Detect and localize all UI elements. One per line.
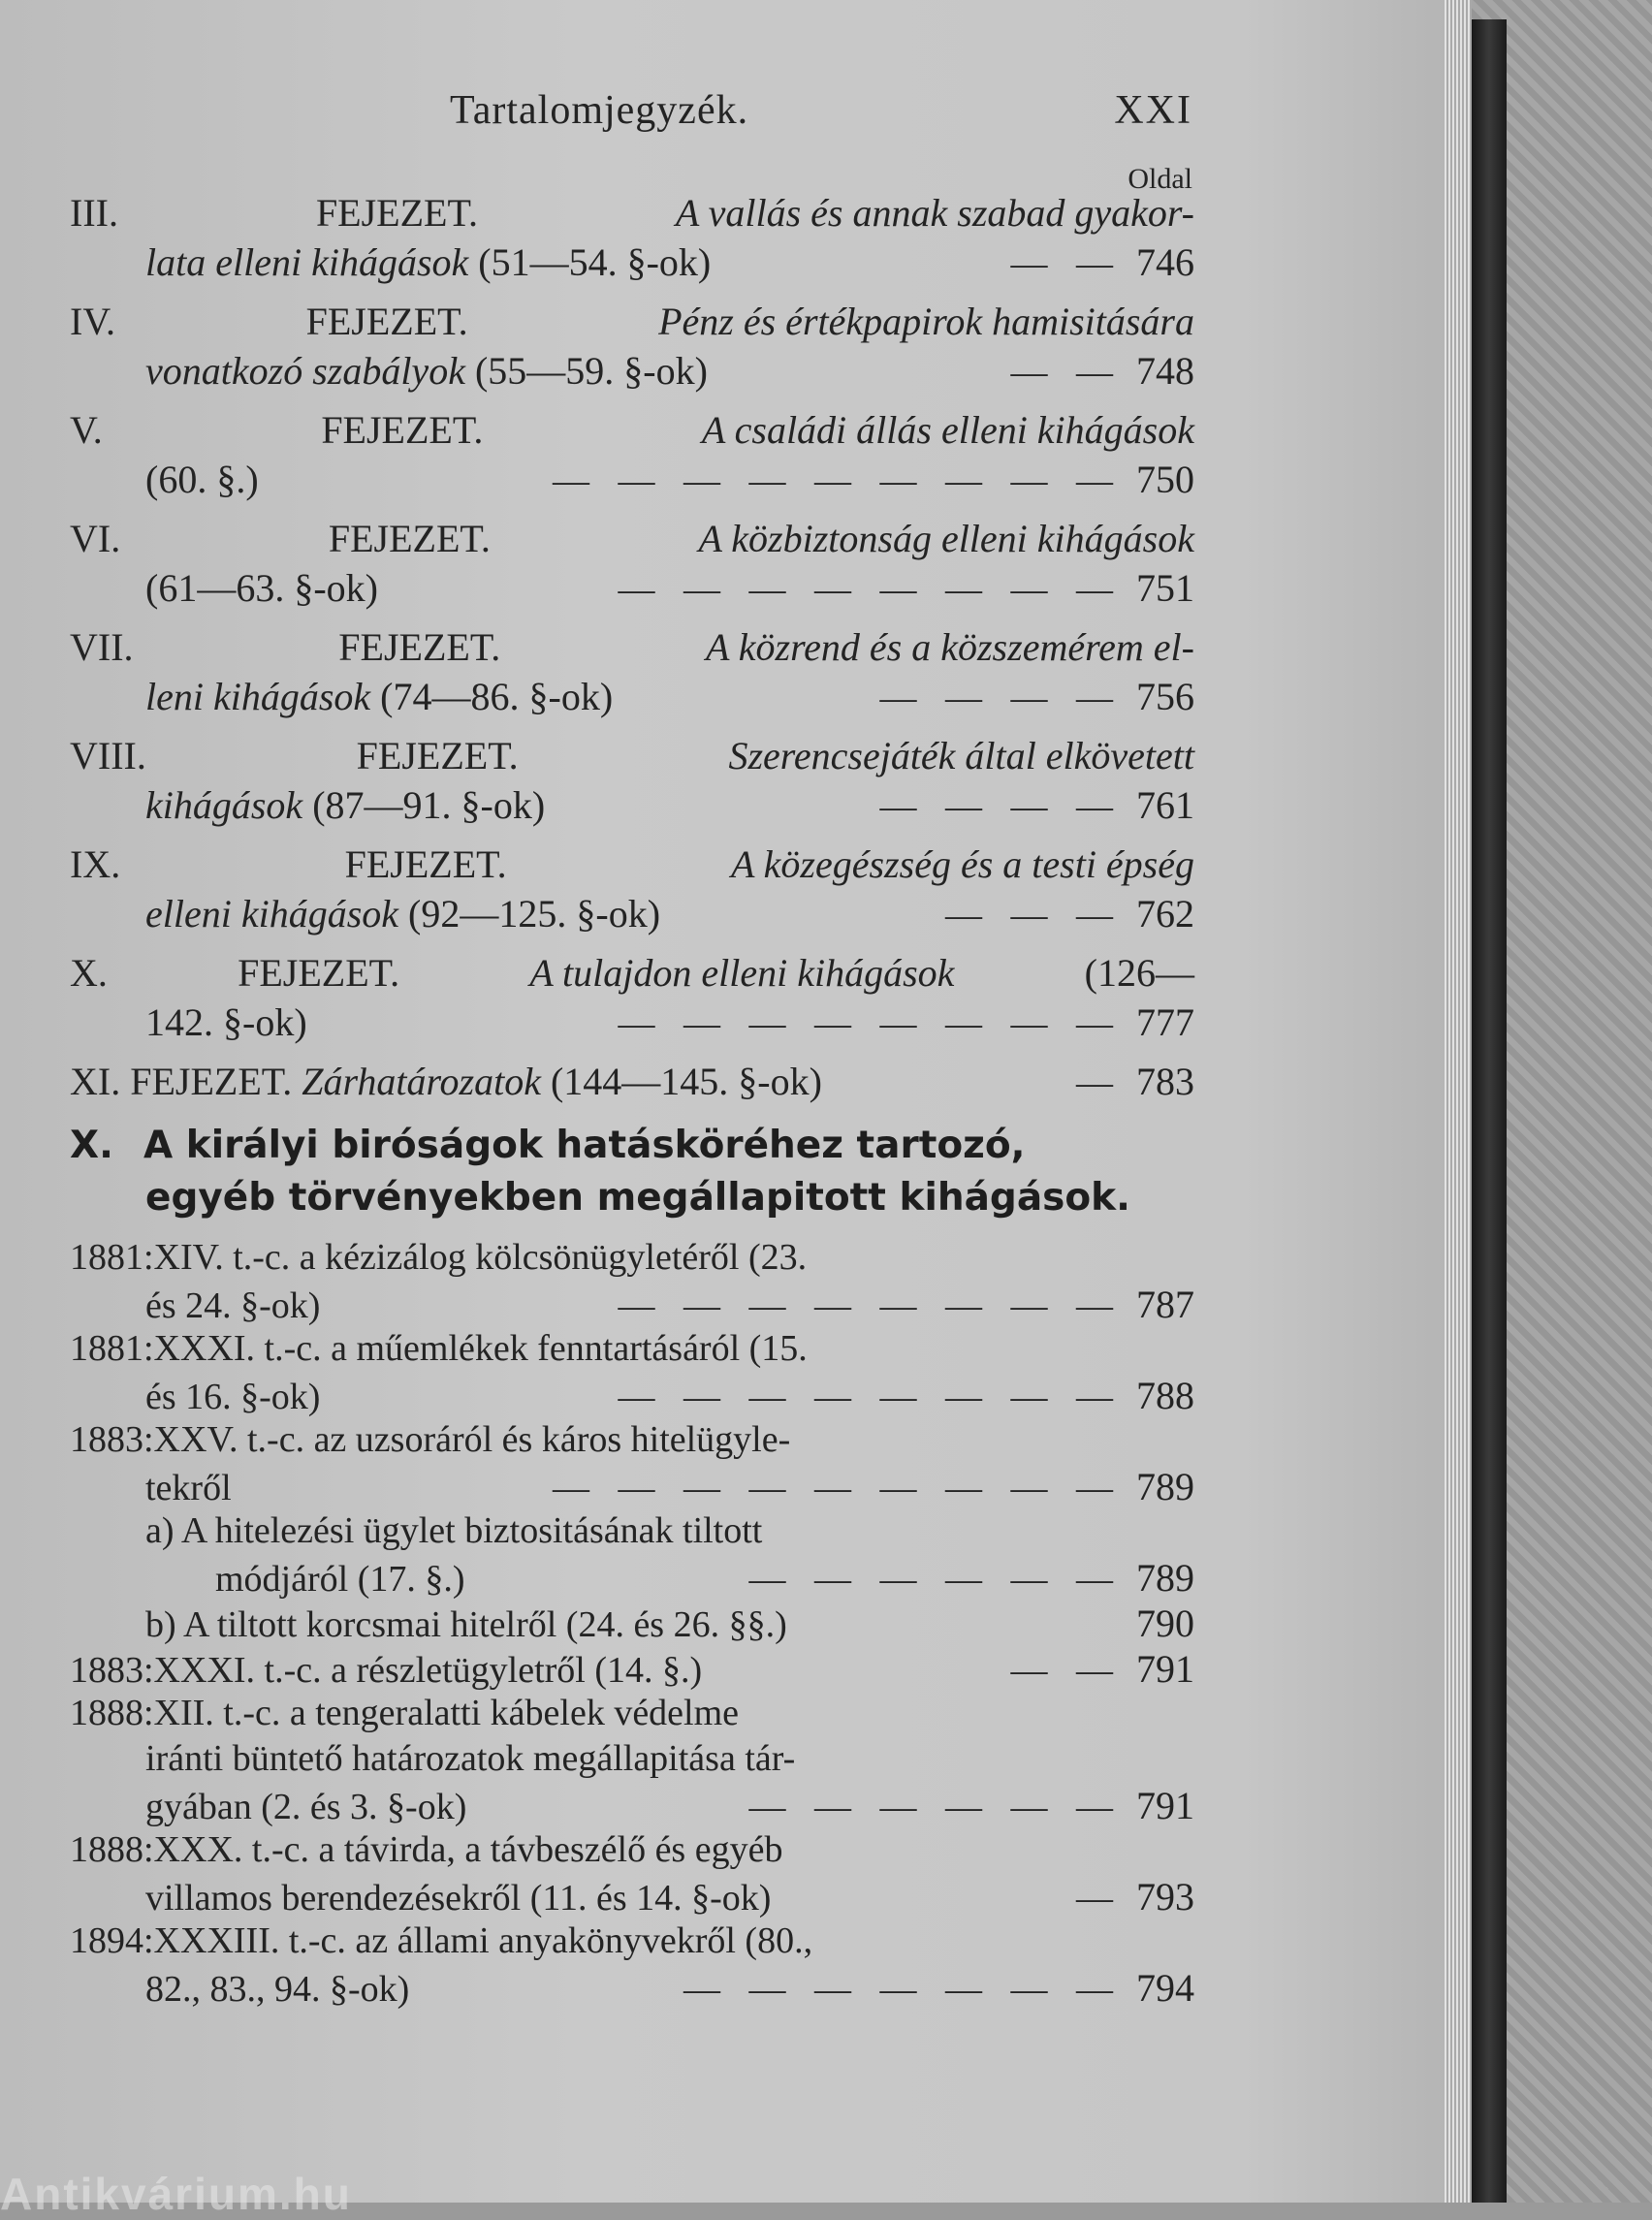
paragraph-range: (87—91. §-ok) [312,783,546,827]
page-number: 794 [1136,1966,1194,2010]
book-spine [1472,19,1507,2203]
leader-dashes: — — — — — — — — — [553,460,1123,501]
page-number: 746 [1136,240,1194,284]
roman-page-number: XXI [1114,88,1192,133]
page-number: 761 [1136,783,1194,827]
page-number: 762 [1136,892,1194,936]
toc-entry [70,733,1194,832]
section-title: A királyi biróságok hatásköréhez tartozó, [143,1124,1026,1167]
toc-entry [70,624,1194,723]
toc-subentry [70,1601,1194,1646]
chapter-number: XI. [70,1060,121,1103]
law-title: 1888:XII. t.-c. a tengeralatti kábelek védelme [70,1693,740,1733]
toc-entry [70,1059,1194,1108]
toc-entry [70,1692,1194,1828]
law-subtitle: a) A hitelezési ügylet biztositásának tiltott [145,1510,763,1551]
toc-entry [70,516,1194,615]
chapter-number: IV. [70,300,116,343]
law-title: 1888:XXX. t.-c. a távirda, a távbeszélő és egyéb [70,1829,783,1870]
paragraph-range-start: (126— [1084,951,1194,995]
chapter-number: IX. [70,842,121,886]
section-heading [70,1124,1194,1228]
chapter-title: Pénz és értékpapirok hamisitására [658,300,1194,343]
chapter-title: A közbiztonság elleni kihágások [698,517,1194,560]
law-title-cont: tekről [145,1468,232,1508]
leader-dashes: — — [1010,352,1123,393]
toc-entry [70,299,1194,397]
table-of-contents [70,190,1194,2011]
page-column-label: Oldal [1128,163,1192,195]
law-title-cont: villamos berendezésekről (11. és 14. §-ok) [145,1878,772,1919]
leader-dashes: — — [1010,243,1123,284]
page-number: 777 [1136,1000,1194,1044]
page-header [72,87,1192,195]
law-title: 1881:XIV. t.-c. a kézizálog kölcsönügyletéről (23. [70,1237,808,1278]
toc-subentry [70,1509,1194,1601]
running-title: Tartalomjegyzék. [450,88,749,133]
law-subtitle-cont: módjáról (17. §.) [215,1559,465,1600]
page-number: 787 [1136,1283,1194,1326]
toc-entry [70,1646,1194,1692]
chapter-title-cont: kihágások [145,783,303,827]
leader-dashes: — — — — — — — — [618,1377,1123,1417]
paragraph-range: (92—125. §-ok) [408,892,661,936]
chapter-title-cont: vonatkozó szabályok [145,349,465,393]
chapter-number: V. [70,408,103,452]
chapter-title: A családi állás elleni kihágások [701,408,1194,452]
chapter-number: VII. [70,625,134,669]
page-number: 789 [1136,1556,1194,1600]
chapter-title: Zárhatározatok [302,1060,541,1103]
watermark: Antikvárium.hu [0,2169,352,2219]
leader-dashes: — — — — — — [748,1787,1123,1827]
leader-dashes: — — — — — — — [683,1969,1123,2010]
law-title: 1881:XXXI. t.-c. a műemlékek fenntartásáról (15. [70,1328,808,1369]
law-title-cont: gyában (2. és 3. §-ok) [145,1787,467,1827]
toc-entry [70,950,1194,1049]
chapter-word: FEJEZET. [338,625,501,669]
chapter-word: FEJEZET. [315,191,478,235]
page-number: 788 [1136,1374,1194,1417]
section-number: X. [70,1124,113,1167]
chapter-word: FEJEZET. [305,300,468,343]
leader-dashes: — — — — [879,678,1123,718]
leader-dashes: — — [1010,1650,1123,1691]
page-number: 783 [1136,1060,1194,1103]
chapter-number: VI. [70,517,121,560]
leader-dashes: — — — — — — — — [618,1003,1123,1044]
chapter-title-cont: elleni kihágások [145,892,399,936]
page-number: 790 [1136,1602,1194,1645]
toc-entry [70,841,1194,940]
law-title-cont: és 16. §-ok) [145,1377,321,1417]
paragraph-range: (60. §.) [145,458,259,501]
toc-entry [70,1828,1194,1919]
page-number: 793 [1136,1875,1194,1919]
leader-dashes: — [1076,1062,1123,1103]
chapter-title: A vallás és annak szabad gyakor- [675,191,1194,235]
chapter-title: A tulajdon elleni kihágások [529,951,955,995]
toc-entry [70,1236,1194,1327]
law-title: 1894:XXXIII. t.-c. az állami anyakönyvekről (80., [70,1920,813,1961]
law-title-cont: és 24. §-ok) [145,1285,321,1326]
chapter-number: VIII. [70,734,146,777]
toc-entry [70,1327,1194,1418]
leader-dashes: — — — — — — — — — [553,1468,1123,1508]
toc-entry [70,190,1194,289]
chapter-title: A közegészség és a testi épség [730,842,1194,886]
chapter-number: X. [70,951,108,995]
chapter-number: III. [70,191,118,235]
page-number: 751 [1136,566,1194,610]
page-number: 750 [1136,458,1194,501]
law-title: 1883:XXXI. t.-c. a részletügyletről (14. §.) [70,1650,703,1691]
page-number: 756 [1136,675,1194,718]
toc-entry [70,1418,1194,1509]
page-number: 748 [1136,349,1194,393]
page-number: 789 [1136,1465,1194,1508]
section-title-cont: egyéb törvényekben megállapitott kihágások. [145,1176,1130,1220]
chapter-word: FEJEZET. [130,1060,293,1103]
paragraph-range: (55—59. §-ok) [474,349,708,393]
toc-entry [70,1919,1194,2011]
chapter-title: Szerencsejáték által elkövetett [728,734,1194,777]
chapter-word: FEJEZET. [238,951,400,995]
chapter-title-cont: leni kihágások [145,675,371,718]
page-number: 791 [1136,1784,1194,1827]
chapter-title-cont: lata elleni kihágások [145,240,469,284]
paragraph-range: 142. §-ok) [145,1000,307,1044]
toc-entry [70,407,1194,506]
leader-dashes: — — — — — — — — [618,569,1123,610]
chapter-title: A közrend és a közszemérem el- [706,625,1194,669]
leader-dashes: — — — [945,895,1123,936]
law-title: 1883:XXV. t.-c. az uzsoráról és káros hitelügyle- [70,1419,791,1460]
leader-dashes: — — — — [879,786,1123,827]
leader-dashes: — — — — — — [748,1559,1123,1600]
leader-dashes: — — — — — — — — [618,1285,1123,1326]
page-number: 791 [1136,1647,1194,1691]
paragraph-range: (51—54. §-ok) [478,240,712,284]
law-title-cont: iránti büntető határozatok megállapitása tár- [145,1738,796,1779]
leader-dashes: — [1076,1878,1123,1919]
paragraph-range: (144—145. §-ok) [550,1060,822,1103]
law-subtitle: b) A tiltott korcsmai hitelről (24. és 26. §§.) [145,1604,787,1645]
page-edge-stack [1445,0,1472,2203]
paragraph-range: (74—86. §-ok) [380,675,614,718]
law-title-cont: 82., 83., 94. §-ok) [145,1969,410,2010]
paragraph-range: (61—63. §-ok) [145,566,378,610]
chapter-word: FEJEZET. [321,408,484,452]
chapter-word: FEJEZET. [356,734,519,777]
chapter-word: FEJEZET. [344,842,507,886]
chapter-word: FEJEZET. [328,517,491,560]
